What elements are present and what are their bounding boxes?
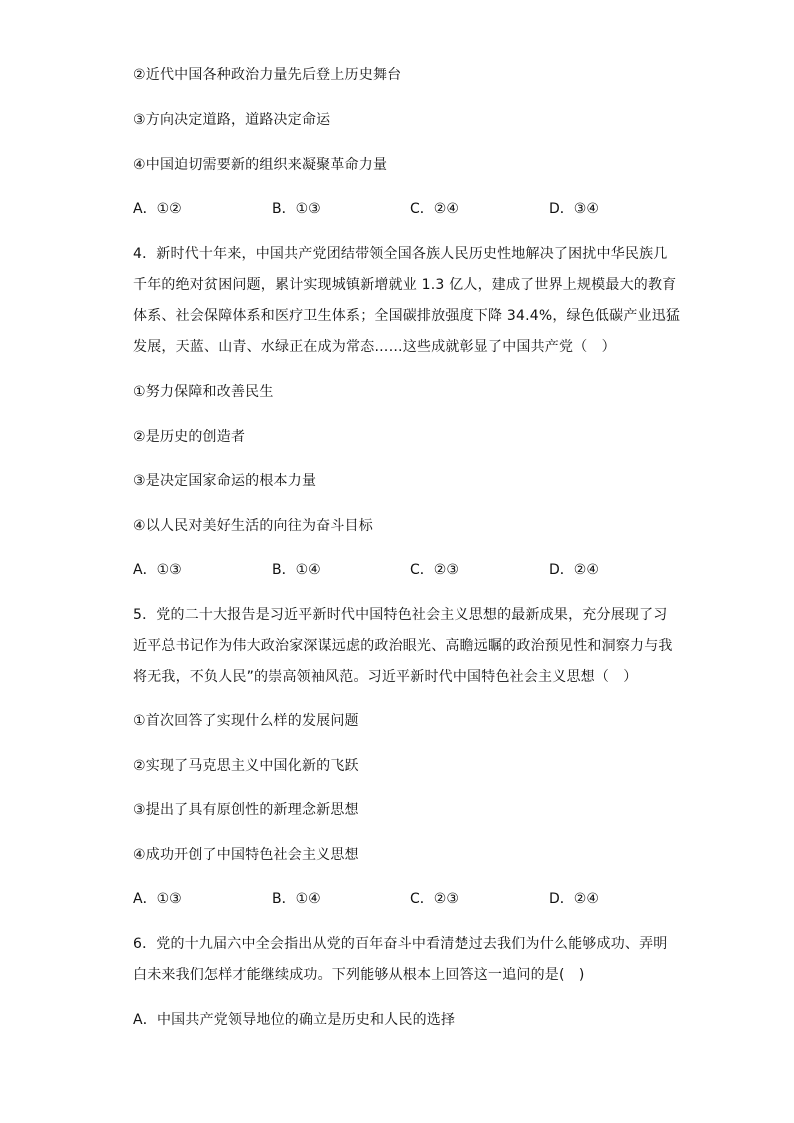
q6-stem-line-2: 白未来我们怎样才能继续成功。下列能够从根本上回答这一追问的是( ): [133, 967, 585, 983]
q5-option-c: C．②③: [410, 891, 459, 907]
q4-stem-line-1: 4．新时代十年来，中国共产党团结带领全国各族人民历史性地解决了困扰中华民族几: [133, 246, 668, 262]
q4-option-c: C．②③: [410, 562, 459, 578]
q5-option-a: A．①③: [133, 891, 182, 907]
q4-stem-line-3: 体系、社会保障体系和医疗卫生体系；全国碳排放强度下降 34.4%，绿色低碳产业迅猛: [133, 308, 681, 324]
q6-option-a: A．中国共产党领导地位的确立是历史和人民的选择: [133, 1012, 456, 1028]
q3-options: [133, 199, 653, 219]
q5-options: [133, 889, 653, 909]
q3-statement-2: ②近代中国各种政治力量先后登上历史舞台: [133, 67, 402, 83]
q3-option-b: B．①③: [272, 201, 321, 217]
q5-statement-4: ④成功开创了中国特色社会主义思想: [133, 847, 359, 863]
q4-statement-4: ④以人民对美好生活的向往为奋斗目标: [133, 518, 373, 534]
q5-statement-3: ③提出了具有原创性的新理念新思想: [133, 802, 359, 818]
q4-statement-1: ①努力保障和改善民生: [133, 384, 274, 400]
q3-option-d: D．③④: [549, 201, 599, 217]
q4-option-a: A．①③: [133, 562, 182, 578]
q5-stem-line-3: 将无我，不负人民”的崇高领袖风范。习近平新时代中国特色社会主义思想（ ）: [133, 669, 638, 685]
q5-statement-2: ②实现了马克思主义中国化新的飞跃: [133, 758, 359, 774]
q3-statement-3: ③方向决定道路，道路决定命运: [133, 112, 331, 128]
q4-statement-3: ③是决定国家命运的根本力量: [133, 473, 317, 489]
q5-stem-line-2: 近平总书记作为伟大政治家深谋远虑的政治眼光、高瞻远瞩的政治预见性和洞察力与我: [133, 638, 673, 654]
q3-option-a: A．①②: [133, 201, 182, 217]
q4-stem-line-4: 发展，天蓝、山青、水绿正在成为常态……这些成就彰显了中国共产党（ ）: [133, 339, 616, 355]
q4-statement-2: ②是历史的创造者: [133, 429, 246, 445]
q5-stem-line-1: 5．党的二十大报告是习近平新时代中国特色社会主义思想的最新成果，充分展现了习: [133, 607, 668, 623]
q3-option-c: C．②④: [410, 201, 459, 217]
q6-stem-line-1: 6．党的十九届六中全会指出从党的百年奋斗中看清楚过去我们为什么能够成功、弄明: [133, 936, 668, 952]
q5-option-d: D．②④: [549, 891, 599, 907]
q5-statement-1: ①首次回答了实现什么样的发展问题: [133, 713, 359, 729]
q4-options: [133, 560, 653, 580]
q4-stem-line-2: 千年的绝对贫困问题，累计实现城镇新增就业 1.3 亿人，建成了世界上规模最大的教育: [133, 277, 677, 293]
q4-option-b: B．①④: [272, 562, 321, 578]
q3-statement-4: ④中国迫切需要新的组织来凝聚革命力量: [133, 157, 388, 173]
q4-option-d: D．②④: [549, 562, 599, 578]
q5-option-b: B．①④: [272, 891, 321, 907]
